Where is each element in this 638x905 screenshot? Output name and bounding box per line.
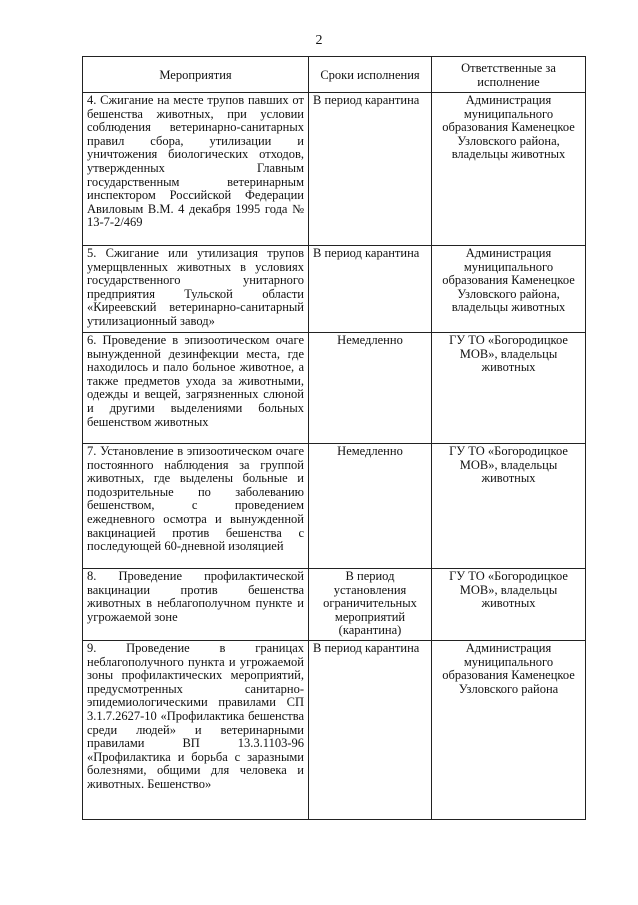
- measure-cell: 5. Сжигание или утилизация трупов умерщвленных животных в условиях государственного унитарного предприятия Тульской области «Киреевский ветеринарно-санитарный утилизационный завод»: [83, 246, 309, 333]
- measure-cell: 6. Проведение в эпизоотическом очаге вынужденной дезинфекции места, где находилось и пало больное животное, а также предметов ухода за животными, одежды и вещей, загрязненных слюной и другими выделениями больных бешенством животных: [83, 333, 309, 444]
- table-row: [83, 641, 586, 820]
- responsible-cell: ГУ ТО «Богородицкое МОВ», владельцы животных: [432, 333, 586, 444]
- deadline-cell: В период карантина: [309, 246, 432, 333]
- responsible-cell: Администрация муниципального образования Каменецкое Узловского района, владельцы животных: [432, 93, 586, 246]
- table-row: [83, 93, 586, 246]
- responsible-cell: ГУ ТО «Богородицкое МОВ», владельцы животных: [432, 444, 586, 569]
- page-number: 2: [315, 33, 323, 48]
- measures-table: [82, 56, 586, 820]
- responsible-cell: Администрация муниципального образования Каменецкое Узловского района, владельцы животных: [432, 246, 586, 333]
- responsible-cell: Администрация муниципального образования Каменецкое Узловского района: [432, 641, 586, 820]
- table-row: [83, 246, 586, 333]
- measure-cell: 7. Установление в эпизоотическом очаге постоянного наблюдения за группой животных, где выделены больные и подозрительные по заболеванию бешенством, с проведением ежедневного осмотра и вынужденной вакцинацией против бешенства с последующей 60-дневной изоляцией: [83, 444, 309, 569]
- table-row: [83, 444, 586, 569]
- deadline-cell: В период установления ограничительных мероприятий (карантина): [309, 569, 432, 641]
- deadline-cell: Немедленно: [309, 333, 432, 444]
- table-row: [83, 569, 586, 641]
- header-responsible: Ответственные за исполнение: [432, 57, 586, 93]
- measure-cell: 9. Проведение в границах неблагополучного пункта и угрожаемой зоны профилактических мероприятий, предусмотренных санитарно-эпидемиологическими правилами СП 3.1.7.2627-10 «Профилактика бешенства среди людей» и ветеринарными правилами ВП 13.3.1103-96 «Профилактика и борьба с заразными болезнями, общими для человека и животных. Бешенство»: [83, 641, 309, 820]
- table-header-row: [83, 57, 586, 93]
- table-row: [83, 333, 586, 444]
- measure-cell: 8. Проведение профилактической вакцинации против бешенства животных в неблагополучном пункте и угрожаемой зоне: [83, 569, 309, 641]
- deadline-cell: В период карантина: [309, 641, 432, 820]
- deadline-cell: Немедленно: [309, 444, 432, 569]
- header-measures: Мероприятия: [83, 57, 309, 93]
- measure-cell: 4. Сжигание на месте трупов павших от бешенства животных, при условии соблюдения ветеринарно-санитарных правил сбора, утилизации и уничтожения биологических отходов, утвержденных Главным государственным ветеринарным инспектором Российской Федерации Авиловым В.М. 4 декабря 1995 года № 13-7-2/469: [83, 93, 309, 246]
- deadline-cell: В период карантина: [309, 93, 432, 246]
- responsible-cell: ГУ ТО «Богородицкое МОВ», владельцы животных: [432, 569, 586, 641]
- header-deadlines: Сроки исполнения: [309, 57, 432, 93]
